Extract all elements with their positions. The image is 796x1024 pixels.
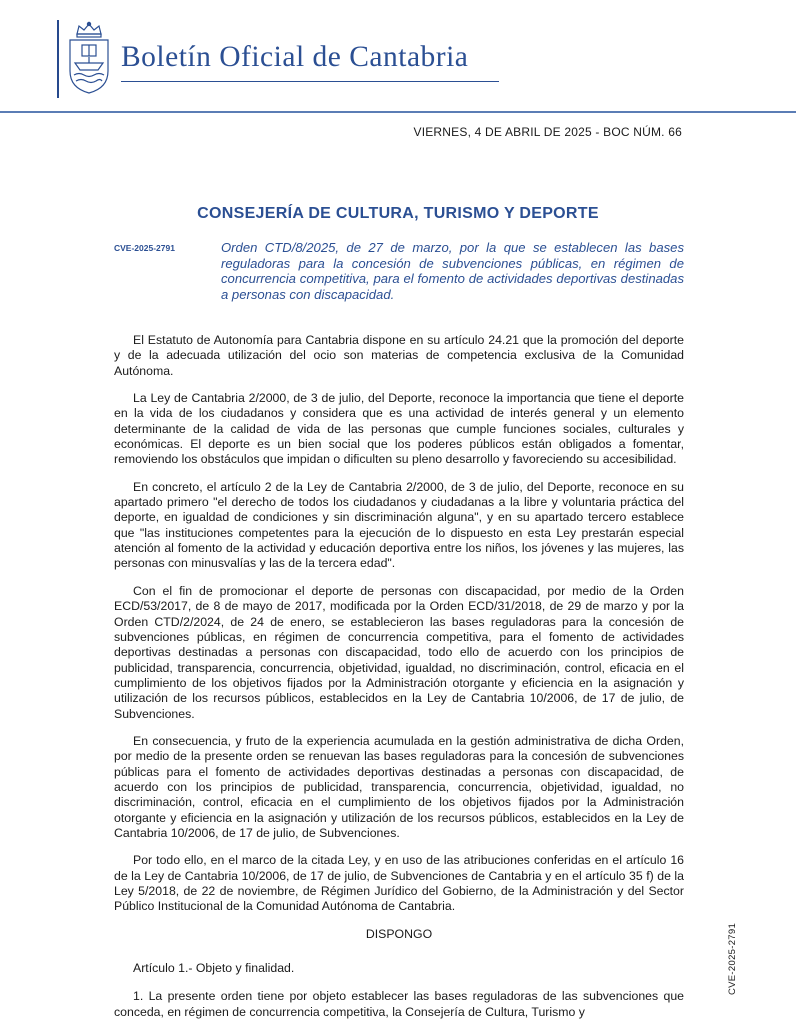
- body-paragraph: La Ley de Cantabria 2/2000, de 3 de julio, del Deporte, reconoce la importancia que tiene el deporte en la vida de los ciudadanos y considera que es una actividad de interés general y un elemento determinante de la calidad de vida de las personas que cumple funciones sociales, culturales y económicas. El deporte es un bien social que los poderes públicos están obligados a fomentar, removiendo los obstáculos que impidan o dificulten su pleno desarrollo y favoreciendo su accesibilidad.: [114, 391, 684, 467]
- document-body: [114, 333, 684, 1024]
- cve-code: CVE-2025-2791: [114, 243, 175, 253]
- order-title: Orden CTD/8/2025, de 27 de marzo, por la que se establecen las bases reguladoras para la concesión de subvenciones públicas, en régimen de concurrencia competitiva, para el fomento de actividades deportivas destinadas a personas con discapacidad.: [221, 240, 684, 302]
- body-paragraph: En concreto, el artículo 2 de la Ley de Cantabria 2/2000, de 3 de julio, del Deporte, reconoce en su apartado primero "el derecho de todos los ciudadanos y ciudadanas a la libre y voluntaria práctica del deporte, en igualdad de condiciones y sin discriminación alguna", y en su apartado tercero establece que "las instituciones competentes para la ejecución de lo dispuesto en esta Ley prestarán especial atención al fomento de la actividad y educación deportiva entre los niños, los jóvenes y las mujeres, las personas con minusvalías y las de la tercera edad".: [114, 479, 684, 571]
- article-paragraph: 1. La presente orden tiene por objeto establecer las bases reguladoras de las subvenciones que conceda, en régimen de concurrencia competitiva, la Consejería de Cultura, Turismo y: [114, 989, 684, 1019]
- body-paragraph: En consecuencia, y fruto de la experiencia acumulada en la gestión administrativa de dicha Orden, por medio de la presente orden se renuevan las bases reguladoras para la concesión de subvenciones públicas para el fomento de actividades deportivas destinadas a personas con discapacidad, de acuerdo con los principios de publicidad, transparencia, concurrencia, objetividad, igualdad, no discriminación, control, eficacia en el cumplimiento de los objetivos fijados por la Administración otorgante y eficiencia en la asignación y utilización de los recursos públicos, establecidos en la Ley de Cantabria 10/2006, de 17 de julio, de Subvenciones.: [114, 733, 684, 840]
- department-heading: CONSEJERÍA DE CULTURA, TURISMO Y DEPORTE: [197, 205, 599, 222]
- issue-dateline: VIERNES, 4 DE ABRIL DE 2025 - BOC NÚM. 66: [413, 125, 682, 139]
- journal-title: Boletín Oficial de Cantabria: [121, 41, 469, 73]
- title-underline: [121, 81, 499, 82]
- dispongo-heading: DISPONGO: [365, 926, 433, 941]
- body-paragraph: Con el fin de promocionar el deporte de personas con discapacidad, por medio de la Orden ECD/53/2017, de 8 de mayo de 2017, modificada por la Orden ECD/31/2018, de 29 de marzo y por la Orden CTD/2/2024, de 24 de enero, se establecieron las bases reguladoras para la concesión de subvenciones públicas, en régimen de concurrencia competitiva, para el fomento de actividades deportivas destinadas a personas con discapacidad, todo ello de acuerdo con los principios de publicidad, transparencia, concurrencia, objetividad, igualdad, no discriminación, control, eficacia en el cumplimiento de los objetivos fijados por la Administración otorgante y eficiencia en la asignación y utilización de los recursos públicos, establecidos en la Ley de Cantabria 10/2006, de 17 de julio, de Subvenciones.: [114, 583, 684, 721]
- body-paragraph: El Estatuto de Autonomía para Cantabria dispone en su artículo 24.21 que la promoción del deporte y de la adecuada utilización del ocio son materias de competencia exclusiva de la Comunidad Autónoma.: [114, 333, 684, 378]
- body-paragraph: Por todo ello, en el marco de la citada Ley, y en uso de las atribuciones conferidas en el artículo 16 de la Ley de Cantabria 10/2006, de 17 de julio, de Subvenciones de Cantabria y en el artículo 35 f) de la Ley 5/2018, de 22 de noviembre, de Régimen Jurídico del Gobierno, de la Administración y del Sector Público Institucional de la Comunidad Autónoma de Cantabria.: [114, 853, 684, 914]
- article-heading: Artículo 1.- Objeto y finalidad.: [133, 961, 295, 976]
- cantabria-crest-icon: [67, 21, 111, 95]
- side-cve-code: CVE-2025-2791: [727, 922, 738, 995]
- header-divider: [0, 111, 796, 113]
- header-vertical-rule: [57, 20, 59, 98]
